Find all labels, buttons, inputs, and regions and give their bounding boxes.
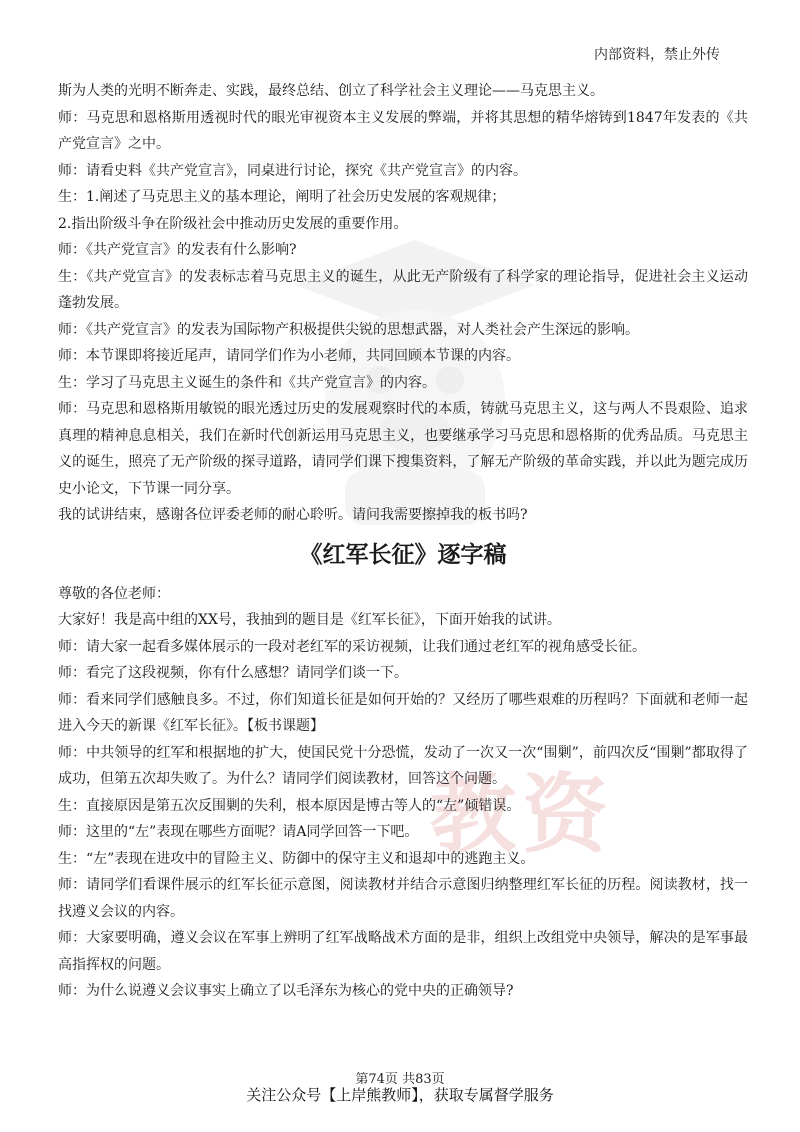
paragraph: 师：请同学们看课件展示的红军长征示意图，阅读教材并结合示意图归纳整理红军长征的历程。阅读教材，找一找遵义会议的内容。 [58, 877, 748, 920]
paragraph: 师：为什么说遵义会议事实上确立了以毛泽东为核心的党中央的正确领导? [58, 983, 514, 999]
paragraph: 师：《共产党宣言》的发表有什么影响? [58, 242, 297, 258]
paragraph: 生：直接原因是第五次反围剿的失利，根本原因是博古等人的“左”倾错误。 [58, 797, 521, 814]
paragraph: 生：学习了马克思主义诞生的条件和《共产党宣言》的内容。 [58, 374, 436, 391]
paragraph: 师：请大家一起看多媒体展示的一段对老红军的采访视频，让我们通过老红军的视角感受长征。 [58, 638, 646, 655]
paragraph: 师：马克思和恩格斯用敏锐的眼光透过历史的发展观察时代的本质，铸就马克思主义，这与两人不畏艰险、追求真理的精神息息相关，我们在新时代创新运用马克思主义，也要继承学习马克思和恩格斯的优秀品质。马克思主义的诞生，照亮了无产阶级的探寻道路，请同学们课下搜集资料，了解无产阶级的革命实践，并以此为题完成历史小论文，下节课一同分享。 [58, 401, 748, 497]
paragraph: 生：《共产党宣言》的发表标志着马克思主义的诞生，从此无产阶级有了科学家的理论指导，促进社会主义运动蓬勃发展。 [58, 268, 748, 311]
paragraph: 我的试讲结束，感谢各位评委老师的耐心聆听。请问我需要擦掉我的板书吗? [58, 507, 528, 523]
paragraph: 生：“左”表现在进攻中的冒险主义、防御中的保守主义和退却中的逃跑主义。 [58, 850, 535, 867]
paragraph: 师：《共产党宣言》的发表为国际物产积极提供尖锐的思想武器，对人类社会产生深远的影响。 [58, 321, 639, 338]
paragraph: 斯为人类的光明不断奔走、实践，最终总结、创立了科学社会主义理论——马克思主义。 [58, 83, 604, 99]
paragraph: 尊敬的各位老师： [58, 585, 170, 602]
page-number: 第74页 共83页 [355, 1072, 445, 1087]
paragraph: 生：1.阐述了马克思主义的基本理论，阐明了社会历史发展的客观规律； [58, 189, 506, 205]
paragraph: 师：请看史料《共产党宣言》，同桌进行讨论，探究《共产党宣言》的内容。 [58, 162, 527, 179]
paragraph: 师：本节课即将接近尾声，请同学们作为小老师，共同回顾本节课的内容。 [58, 348, 520, 364]
paragraph: 师：马克思和恩格斯用透视时代的眼光审视资本主义发展的弊端，并将其思想的精华熔铸到1847年发表的《共产党宣言》之中。 [58, 109, 748, 152]
paragraph: 师：中共领导的红军和根据地的扩大，使国民党十分恐慌，发动了一次又一次“围剿”，前四次反“围剿”都取得了成功，但第五次却失败了。为什么？请同学们阅读教材，回答这个问题。 [58, 744, 748, 787]
brand-watermark: 教资 [430, 765, 614, 865]
paragraph: 大家好！我是高中组的XX号，我抽到的题目是《红军长征》，下面开始我的试讲。 [58, 612, 561, 628]
paragraph: 2.指出阶级斗争在阶级社会中推动历史发展的重要作用。 [58, 215, 408, 232]
section-title: 《红军长征》逐字稿 [299, 541, 507, 568]
paragraph: 师：大家要明确，遵义会议在军事上辨明了红军战略战术方面的是非，组织上改组党中央领导，解决的是军事最高指挥权的问题。 [58, 930, 748, 973]
paragraph: 师：看完了这段视频，你有什么感想？请同学们谈一下。 [58, 665, 408, 681]
confidential-notice: 内部资料，禁止外传 [594, 47, 720, 63]
paragraph: 师：看来同学们感触良多。不过，你们知道长征是如何开始的？又经历了哪些艰难的历程吗？下面就和老师一起进入今天的新课《红军长征》。【板书课题】 [58, 691, 748, 734]
footer-promo: 关注公众号【上岸熊教师】，获取专属督学服务 [246, 1086, 554, 1104]
paragraph: 师：这里的“左”表现在哪些方面呢？请A同学回答一下吧。 [58, 824, 419, 840]
document-body [58, 78, 748, 1005]
